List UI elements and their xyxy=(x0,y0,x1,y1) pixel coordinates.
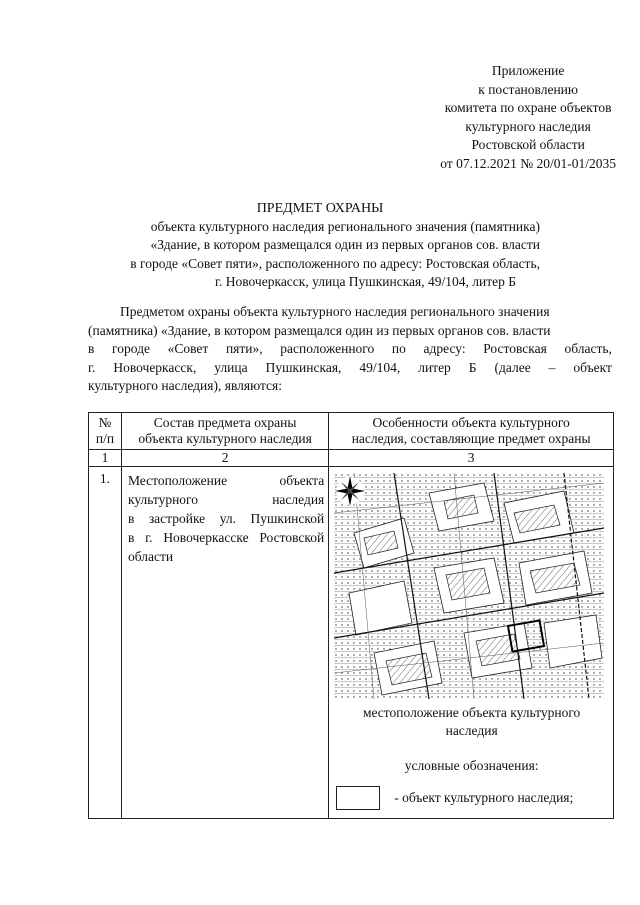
document-title: ПРЕДМЕТ ОХРАНЫ xyxy=(256,201,384,216)
row-number: 1. xyxy=(89,467,122,819)
location-description xyxy=(121,467,328,819)
appendix-line: комитета по охране объектов xyxy=(444,100,612,116)
desc-line: области xyxy=(127,549,174,564)
numbering-cell: 2 xyxy=(121,450,328,467)
intro-line: культурного наследия), являются: xyxy=(88,378,283,394)
map-cell xyxy=(329,467,614,819)
legend-swatch xyxy=(336,786,380,810)
subtitle-line: в городе «Совет пяти», расположенного по адресу: Ростовская область, xyxy=(130,255,540,271)
appendix-date-number: от 07.12.2021 № 20/01-01/2035 xyxy=(440,155,616,171)
intro-line-justified: г. Новочеркасск, улица Пушкинская, 49/104, литер Б (далее – объект xyxy=(88,359,612,375)
intro-line: (памятника) «Здание, в котором размещался один из первых органов сов. власти xyxy=(88,322,551,338)
appendix-line: Ростовской области xyxy=(471,137,585,153)
protection-table xyxy=(88,412,614,819)
intro-line-justified: в городе «Совет пяти», расположенного по адресу: Ростовская область, xyxy=(88,341,612,357)
map-caption: местоположение объекта культурного наследия xyxy=(362,705,581,738)
document-subtitle xyxy=(100,218,540,292)
desc-line: Местоположение объекта xyxy=(127,473,325,488)
table-numbering-row xyxy=(89,450,614,467)
header-cell-features: Особенности объекта культурного наследия, составляющие предмет охраны xyxy=(329,413,614,450)
legend-title: условные обозначения: xyxy=(404,758,539,773)
intro-paragraph xyxy=(88,303,612,396)
subtitle-line: «Здание, в котором размещался один из первых органов сов. власти xyxy=(150,237,540,253)
subtitle-line: г. Новочеркасск, улица Пушкинская, 49/104, литер Б xyxy=(214,274,516,290)
location-map-image xyxy=(334,473,604,699)
table-header-row xyxy=(89,413,614,450)
numbering-cell: 3 xyxy=(329,450,614,467)
appendix-line: к постановлению xyxy=(478,81,578,97)
table-row xyxy=(89,467,614,819)
desc-line: в г. Новочеркасске Ростовской xyxy=(127,530,325,545)
desc-line: в застройке ул. Пушкинской xyxy=(127,511,325,526)
appendix-line: Приложение xyxy=(491,63,565,78)
numbering-cell: 1 xyxy=(89,450,122,467)
intro-line: Предметом охраны объекта культурного наследия регионального значения xyxy=(120,304,550,319)
legend-label: - объект культурного наследия; xyxy=(394,790,574,805)
appendix-block xyxy=(440,62,616,174)
header-cell-number: № п/п xyxy=(89,413,122,450)
header-cell-composition: Состав предмета охраны объекта культурного наследия xyxy=(121,413,328,450)
desc-line: культурного наследия xyxy=(127,492,325,507)
appendix-line: культурного наследия xyxy=(465,118,591,134)
subtitle-line: объекта культурного наследия регионального значения (памятника) xyxy=(150,219,540,234)
legend-item xyxy=(336,786,609,810)
